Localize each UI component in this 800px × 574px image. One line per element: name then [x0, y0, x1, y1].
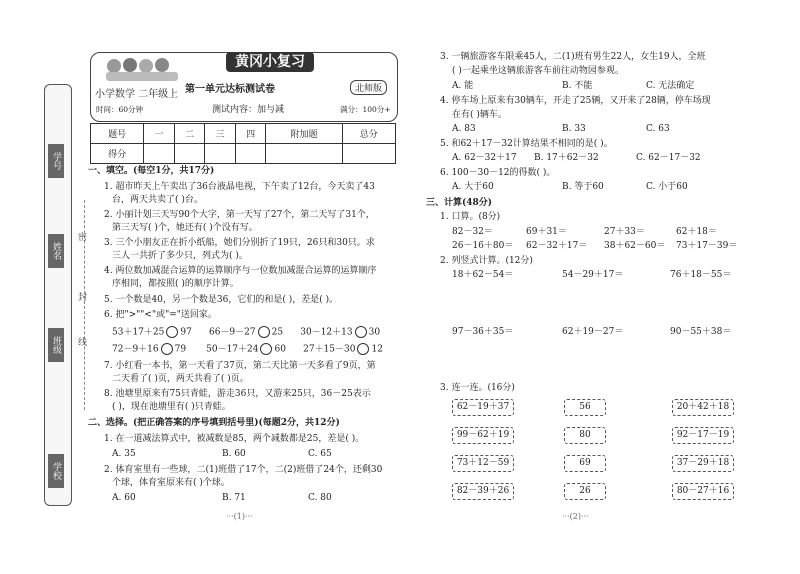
question-5: 5. 一个数是40，另一个数是36，它们的和是( )，差是( )。: [104, 295, 339, 305]
question-7-line-2: 二天看了( )页，两天共看了( )页。: [112, 374, 249, 384]
seal-feng: 封: [78, 293, 88, 303]
connect-right-box[interactable]: 92－17－19: [672, 427, 734, 444]
choice-2-line-2: 个球，体育室原来有( )个球。: [112, 478, 230, 488]
question-1-line-2: 台，两天共卖了( )台。: [112, 195, 203, 205]
oral-calc-item: 26－16＋80＝: [452, 241, 514, 251]
score-cell: 四: [235, 124, 266, 144]
compare-circle[interactable]: [260, 343, 272, 355]
choice-5-option-a[interactable]: A. 62－32＋17: [452, 153, 517, 163]
vertical-calc-item: 76＋18－55＝: [670, 270, 732, 280]
section-2-title: 二、选择。(把正确答案的序号填到括号里)(每题2分，共12分): [88, 418, 340, 428]
score-table: [90, 123, 396, 164]
score-input-cell[interactable]: [266, 144, 342, 164]
score-cell: 二: [174, 124, 205, 144]
oral-calc-item: 82－32＝: [452, 227, 493, 237]
vertical-calc-item: 97－36＋35＝: [452, 327, 514, 337]
compare-expression: 66－9－27: [208, 327, 256, 338]
score-cell: 得分: [91, 144, 144, 164]
oral-calc-item: 62－32＋17＝: [526, 241, 588, 251]
student-name-label: 姓名: [48, 234, 64, 268]
student-number-label: 学号: [48, 144, 64, 178]
score-input-cell[interactable]: [174, 144, 205, 164]
connect-left-box[interactable]: 99－62＋19: [452, 427, 514, 444]
question-3-line-1: 3. 三个小朋友正在折小纸船，她们分别折了19只，26只和30只。求: [104, 238, 375, 248]
school-label: 学校: [48, 454, 64, 488]
connect-right-box[interactable]: 80－27＋16: [672, 483, 734, 500]
oral-calc-item: 62＋18＝: [676, 227, 717, 237]
choice-3-option-a[interactable]: A. 能: [452, 81, 474, 91]
question-4-line-2: 序相同，都按照( )的顺序计算。: [112, 279, 239, 289]
page-number-value: 2: [572, 512, 578, 521]
compare-circle[interactable]: [357, 343, 369, 355]
choice-2-option-b[interactable]: B. 71: [222, 493, 246, 503]
score-cell: 三: [205, 124, 236, 144]
question-8-line-1: 8. 池塘里原来有75只青蛙，游走36只，又游来25只，36－25表示: [104, 389, 371, 399]
oral-calc-item: 73＋17－39＝: [676, 241, 738, 251]
choice-4-option-b[interactable]: B. 33: [562, 124, 586, 134]
choice-4-line-2: 在有( )辆车。: [452, 110, 507, 120]
connect-middle-box[interactable]: 56: [564, 399, 606, 416]
choice-5-option-c[interactable]: C. 62－17－32: [636, 153, 701, 163]
exam-title: 第一单元达标测试卷: [185, 84, 275, 95]
choice-2-option-c[interactable]: C. 80: [308, 493, 332, 503]
connect-left-box[interactable]: 62－19＋37: [452, 399, 514, 416]
compare-value: 30: [368, 327, 381, 338]
page-number-2: ···(2)···: [562, 512, 589, 521]
score-table-score-row: [91, 144, 396, 164]
choice-4-option-a[interactable]: A. 83: [452, 124, 476, 134]
score-input-cell[interactable]: [235, 144, 266, 164]
compare-value: 97: [180, 327, 192, 338]
question-6: 6. 把">""<"或"="送回家。: [104, 310, 217, 320]
choice-4-option-c[interactable]: C. 63: [646, 124, 670, 134]
score-table-header-row: [91, 124, 396, 144]
choice-2-line-1: 2. 体育室里有一些球，二(1)班借了17个，二(2)班借了24个，还剩30: [104, 465, 383, 475]
vertical-calc-item: 54－29＋17＝: [562, 270, 624, 280]
choice-2-option-a[interactable]: A. 60: [112, 493, 136, 503]
compare-circle[interactable]: [355, 326, 367, 338]
compare-value: 79: [174, 344, 187, 355]
connect-left-box[interactable]: 73＋12－59: [452, 455, 514, 472]
oral-calc-item: 69＋31＝: [526, 227, 567, 237]
class-label: 班级: [48, 328, 64, 362]
choice-6: 6. 100－30－12的得数( )。: [440, 168, 556, 178]
choice-3-line-2: ( )一起乘坐这辆旅游客车前往动物园参观。: [452, 66, 624, 76]
question-2-line-2: 第三天写( )个，她还有( )个没有写。: [112, 223, 258, 233]
connect-middle-box[interactable]: 69: [564, 455, 606, 472]
connect-right-box[interactable]: 37－29＋18: [672, 455, 734, 472]
compare-value: 12: [371, 344, 383, 355]
compare-expression: 30－12＋13: [300, 327, 353, 338]
brand-logo: 黄冈小复习: [226, 52, 314, 72]
section-3-title: 三、计算(48分): [426, 198, 493, 208]
score-cell: 附加题: [266, 124, 342, 144]
choice-6-option-c[interactable]: C. 小于60: [646, 182, 688, 192]
compare-circle[interactable]: [258, 326, 270, 338]
score-input-cell[interactable]: [205, 144, 236, 164]
connect-right-box[interactable]: 20＋42＋18: [672, 399, 734, 416]
question-1-line-1: 1. 超市昨天上午卖出了36台液晶电视，下午卖了12台，今天卖了43: [104, 182, 375, 192]
exam-time: 时间：60分钟: [96, 105, 144, 114]
section-1-title: 一、填空。(每空1分，共17分): [88, 166, 215, 176]
connect-middle-box[interactable]: 26: [564, 483, 606, 500]
vertical-calc-item: 18＋62－54＝: [452, 270, 514, 280]
full-score: 满分：100分+: [340, 105, 391, 114]
connect-left-box[interactable]: 82－39＋26: [452, 483, 514, 500]
oral-calc-item: 27＋33＝: [604, 227, 645, 237]
edition-badge: 北师版: [350, 80, 387, 95]
exam-content: 测试内容：加与减: [212, 105, 285, 115]
seal-mi: 密: [78, 233, 88, 243]
page-number-1: ···(1)···: [226, 512, 253, 521]
choice-5: 5. 和62＋17－32计算结果不相同的是( )。: [440, 139, 613, 149]
score-cell: 题号: [91, 124, 144, 144]
compare-expression: 72－9＋16: [112, 344, 159, 355]
compare-value: 60: [274, 344, 286, 355]
oral-calc-title: 1. 口算。(8分): [440, 212, 501, 222]
choice-5-option-b[interactable]: B. 17＋62－32: [534, 153, 599, 163]
question-7-line-1: 7. 小红看一本书，第一天看了37页，第二天比第一天多看了9页，第: [104, 361, 376, 371]
oral-calc-item: 38＋62－60＝: [604, 241, 666, 251]
question-8-line-2: ( )，现在池塘里有( )只青蛙。: [112, 402, 231, 412]
choice-1-option-c[interactable]: C. 65: [308, 449, 332, 459]
seal-xian: 线: [78, 338, 88, 348]
subject-grade: 小学数学 二年级上: [95, 89, 179, 100]
compare-row-1: [112, 326, 380, 339]
choice-6-option-a[interactable]: A. 大于60: [452, 182, 494, 192]
choice-3-line-1: 3. 一辆旅游客车限乘45人，二(1)班有男生22人，女生19人，全班: [440, 52, 706, 62]
connect-middle-box[interactable]: 80: [564, 427, 606, 444]
vertical-calc-item: 62＋19－27＝: [562, 327, 624, 337]
compare-expression: 53＋17＋25: [112, 327, 165, 338]
vertical-calc-title: 2. 列竖式计算。(12分): [440, 256, 533, 266]
score-cell: 一: [144, 124, 175, 144]
compare-value: 25: [271, 327, 284, 338]
binding-sidebar: [44, 84, 74, 504]
connect-title: 3. 连一连。(16分): [440, 383, 515, 393]
score-input-cell[interactable]: [342, 144, 395, 164]
choice-1: 1. 在一道减法算式中，被减数是85，两个减数都是25，差是( )。: [104, 434, 365, 444]
score-cell: 总分: [342, 124, 395, 144]
choice-3-option-b[interactable]: B. 不能: [562, 81, 593, 91]
compare-row-2: [112, 343, 383, 356]
page-number-value: 1: [236, 512, 242, 521]
compare-circle[interactable]: [161, 343, 173, 355]
choice-6-option-b[interactable]: B. 等于60: [562, 182, 604, 192]
choice-3-option-c[interactable]: C. 无法确定: [646, 81, 695, 91]
children-illustration-icon: [104, 56, 182, 82]
question-3-line-2: 三人一共折了多少只，列式为( )。: [112, 251, 248, 261]
question-4-line-1: 4. 两位数加减混合运算的运算顺序与一位数加减混合运算的运算顺序: [104, 266, 377, 276]
choice-1-option-a[interactable]: A. 35: [112, 449, 136, 459]
compare-circle[interactable]: [166, 326, 178, 338]
vertical-calc-item: 90－55＋38＝: [670, 327, 732, 337]
choice-1-option-b[interactable]: B. 60: [222, 449, 246, 459]
compare-expression: 27＋15－30: [303, 344, 356, 355]
score-input-cell[interactable]: [144, 144, 175, 164]
question-2-line-1: 2. 小丽计划三天写90个大字，第一天写了27个，第二天写了31个，: [104, 210, 375, 220]
choice-4-line-1: 4. 停车场上原来有30辆车，开走了25辆，又开来了28辆，停车场现: [440, 96, 711, 106]
compare-expression: 50－17＋24: [206, 344, 259, 355]
